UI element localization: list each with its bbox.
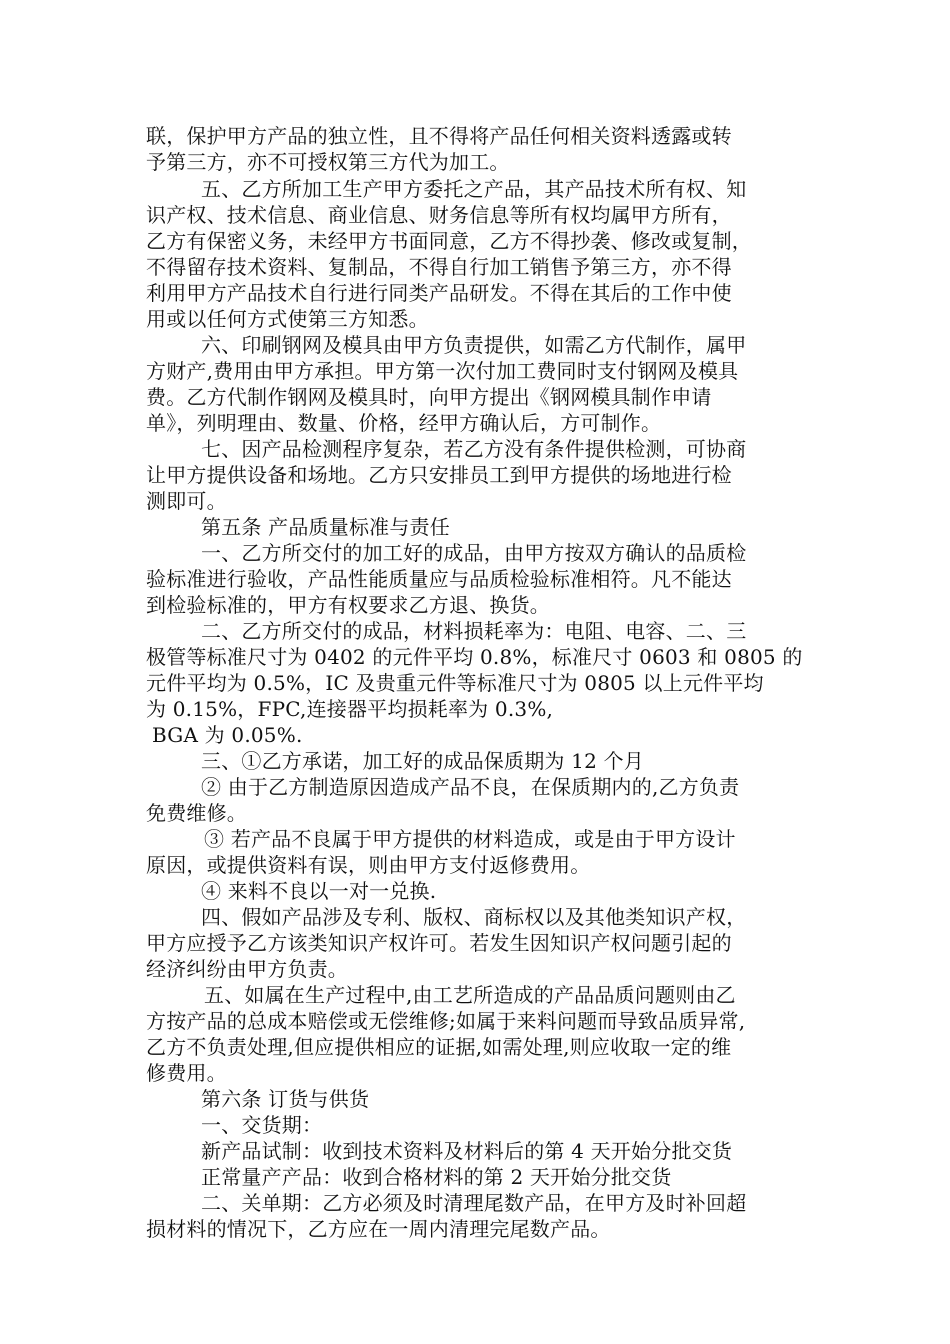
text-line: 利用甲方产品技术自行进行同类产品研发。不得在其后的工作中使 bbox=[146, 281, 732, 305]
text-line: 二、关单期：乙方必须及时清理尾数产品，在甲方及时补回超 bbox=[201, 1191, 747, 1215]
text-line: ② 由于乙方制造原因造成产品不良，在保质期内的,乙方负责 bbox=[201, 775, 740, 799]
text-line: 联，保护甲方产品的独立性，且不得将产品任何相关资料透露或转 bbox=[146, 124, 732, 148]
text-line: 四、假如产品涉及专利、版权、商标权以及其他类知识产权， bbox=[201, 905, 747, 929]
text-line: 五、如属在生产过程中,由工艺所造成的产品品质问题则由乙 bbox=[204, 983, 736, 1007]
text-line: 正常量产产品：收到合格材料的第 2 天开始分批交货 bbox=[201, 1165, 672, 1189]
text-line: 费。乙方代制作钢网及模具时，向甲方提出《钢网模具制作申请 bbox=[146, 385, 712, 409]
text-line: ④ 来料不良以一对一兑换. bbox=[201, 879, 437, 903]
text-line: 到检验标准的，甲方有权要求乙方退、换货。 bbox=[146, 593, 550, 617]
text-line: 损材料的情况下，乙方应在一周内清理完尾数产品。 bbox=[146, 1217, 611, 1241]
text-line: 测即可。 bbox=[146, 489, 227, 513]
section-heading: 第五条 产品质量标准与责任 bbox=[201, 515, 450, 539]
text-line: 六、印刷钢网及模具由甲方负责提供，如需乙方代制作，属甲 bbox=[201, 333, 747, 357]
section-heading: 第六条 订货与供货 bbox=[201, 1087, 370, 1111]
text-line: 识产权、技术信息、商业信息、财务信息等所有权均属甲方所有， bbox=[146, 203, 732, 227]
text-line: 一、交货期： bbox=[201, 1113, 323, 1137]
text-line: 修费用。 bbox=[146, 1061, 227, 1085]
text-line: 乙方有保密义务，未经甲方书面同意，乙方不得抄袭、修改或复制， bbox=[146, 229, 752, 253]
text-line: 方按产品的总成本赔偿或无偿维修;如属于来料问题而导致品质异常, bbox=[146, 1009, 746, 1033]
text-line: 二、乙方所交付的成品，材料损耗率为：电阻、电容、二、三 bbox=[201, 619, 747, 643]
text-line: 七、因产品检测程序复杂，若乙方没有条件提供检测，可协商 bbox=[201, 437, 747, 461]
text-line: 经济纠纷由甲方负责。 bbox=[146, 957, 348, 981]
text-line: 免费维修。 bbox=[146, 801, 247, 825]
text-line: 五、乙方所加工生产甲方委托之产品，其产品技术所有权、知 bbox=[201, 177, 747, 201]
text-line: 用或以任何方式使第三方知悉。 bbox=[146, 307, 429, 331]
text-line: 方财产,费用由甲方承担。甲方第一次付加工费同时支付钢网及模具 bbox=[146, 359, 739, 383]
text-line: 让甲方提供设备和场地。乙方只安排员工到甲方提供的场地进行检 bbox=[146, 463, 732, 487]
text-line: 元件平均为 0.5%，IC 及贵重元件等标准尺寸为 0805 以上元件平均 bbox=[146, 671, 764, 695]
text-line: 新产品试制：收到技术资料及材料后的第 4 天开始分批交货 bbox=[201, 1139, 733, 1163]
text-line: 予第三方，亦不可授权第三方代为加工。 bbox=[146, 150, 510, 174]
text-line: 极管等标准尺寸为 0402 的元件平均 0.8%，标准尺寸 0603 和 0805 的 bbox=[146, 645, 803, 669]
text-line: 一、乙方所交付的加工好的成品，由甲方按双方确认的品质检 bbox=[201, 541, 747, 565]
text-line: BGA 为 0.05%. bbox=[152, 723, 303, 747]
text-line: ③ 若产品不良属于甲方提供的材料造成，或是由于甲方设计 bbox=[204, 827, 736, 851]
text-line: 单》，列明理由、数量、价格，经甲方确认后，方可制作。 bbox=[146, 411, 662, 435]
text-line: 乙方不负责处理,但应提供相应的证据,如需处理,则应收取一定的维 bbox=[146, 1035, 732, 1059]
text-line: 原因，或提供资料有误，则由甲方支付返修费用。 bbox=[146, 853, 591, 877]
text-line: 不得留存技术资料、复制品，不得自行加工销售予第三方，亦不得 bbox=[146, 255, 732, 279]
text-line: 三、①乙方承诺，加工好的成品保质期为 12 个月 bbox=[201, 749, 644, 773]
text-line: 为 0.15%，FPC,连接器平均损耗率为 0.3%, bbox=[146, 697, 554, 721]
text-line: 验标准进行验收，产品性能质量应与品质检验标准相符。凡不能达 bbox=[146, 567, 732, 591]
text-line: 甲方应授予乙方该类知识产权许可。若发生因知识产权问题引起的 bbox=[146, 931, 732, 955]
